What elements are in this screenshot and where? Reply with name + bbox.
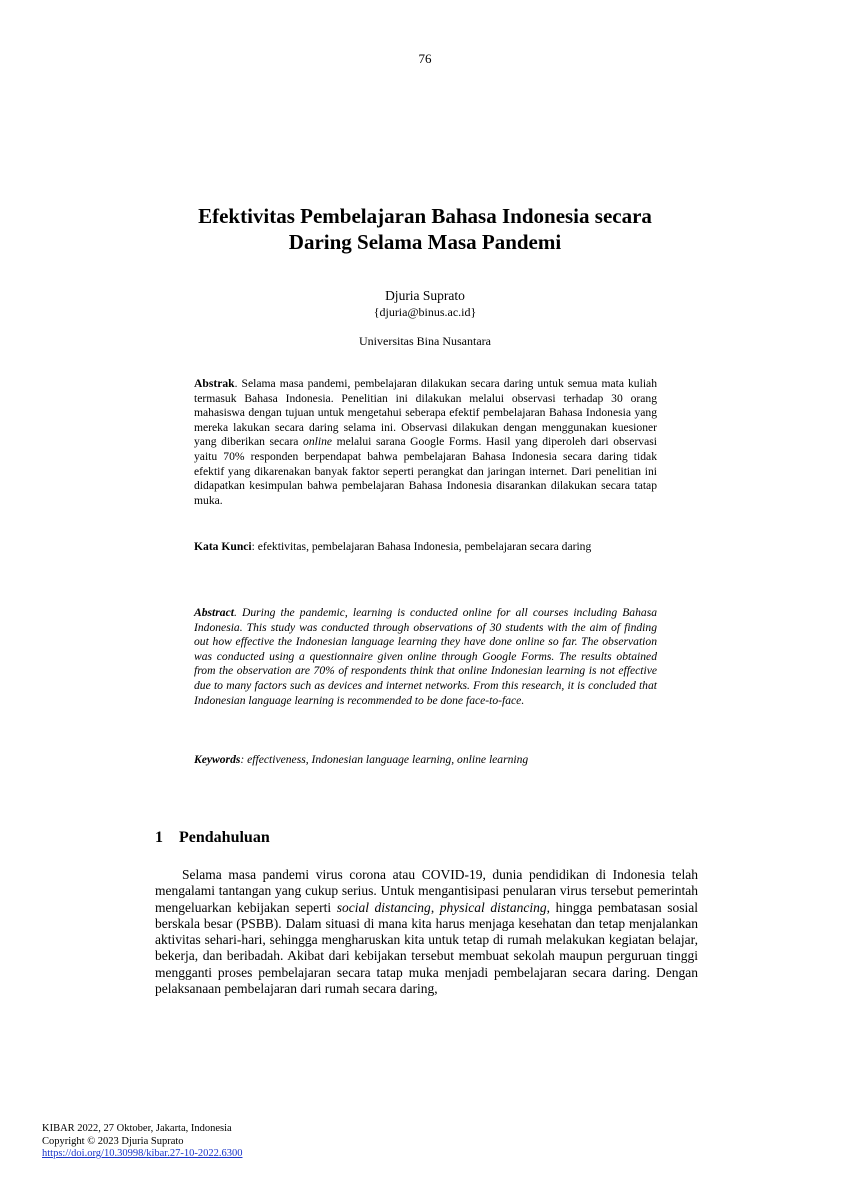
section-title: Pendahuluan [179,829,270,846]
keywords-en-label: Keywords [194,753,241,766]
author-email: {djuria@binus.ac.id} [373,305,477,319]
abstract-en-text: . During the pandemic, learning is conducted online for all courses including Bahasa Indonesia. This study was conducted through observations of 30 students with the aim of finding out how effective the Indonesian language learning they have done online so far. The observation was conducted using a questionnaire given online through Google Forms. The results obtained from the observation are 70% of respondents think that online Indonesian learning is not effective due to many factors such as devices and internet networks. From this research, it is concluded that Indonesian language learning is recommended to be done face-to-face. [194,606,657,707]
keywords-indonesian [194,540,657,555]
abstract-indonesian [194,377,657,508]
abstract-id-label: Abstrak [194,377,235,390]
paragraph-italic-2: physical distancing [439,899,547,915]
abstract-en-label: Abstract [194,606,234,619]
title-line-2: Daring Selama Masa Pandemi [288,230,562,254]
abstract-id-italic: online [303,435,333,449]
paragraph-separator: , [430,899,440,915]
page-number: 76 [418,51,432,66]
paper-title [100,203,750,255]
title-line-1: Efektivitas Pembelajaran Bahasa Indonesia secara [198,204,652,228]
keywords-english [194,753,657,768]
keywords-en-text: : effectiveness, Indonesian language learning, online learning [240,753,529,766]
section-paragraph [155,867,698,997]
paragraph-text-2: , hingga pembatasan sosial berskala besar (PSBB). Dalam situasi di mana kita harus menjaga kesehatan dan tetap menjalankan aktivitas sehari-hari, sehingga mengharuskan kita untuk tetap di rumah melakukan kegiatan belajar, bekerja, dan beribadah. Akibat dari kebijakan tersebut membuat sekolah maupun perguruan tinggi mengganti proses pembelajaran secara tatap muka menjadi pembelajaran secara daring. Dengan pelaksanaan pembelajaran dari rumah secara daring, [155,899,698,997]
doi-link[interactable]: https://doi.org/10.30998/kibar.27-10-2022.6300 [42,1148,243,1159]
abstract-id-text-1: . Selama masa pandemi, pembelajaran dilakukan secara daring untuk semua mata kuliah termasuk Bahasa Indonesia. Penelitian ini dilakukan melalui observasi terhadap 30 orang mahasiswa dengan tujuan untuk mengetahui seberapa efektif pembelajaran Bahasa Indonesia yang mereka lakukan secara daring selama ini. Observasi dilakukan dengan menggunakan kuesioner yang diberikan secara [194,377,657,449]
section-heading [155,829,270,847]
author-name: Djuria Suprato [385,288,465,303]
footer-conference: KIBAR 2022, 27 Oktober, Jakarta, Indonesia [42,1123,232,1134]
page-footer [42,1123,242,1161]
footer-copyright: Copyright © 2023 Djuria Suprato [42,1135,184,1147]
author-affiliation: Universitas Bina Nusantara [359,334,491,348]
paragraph-text-1: Selama masa pandemi virus corona atau COVID-19, dunia pendidikan di Indonesia telah mengalami tantangan yang cukup serius. Untuk mengantisipasi penularan virus tersebut pemerintah mengeluarkan kebijakan seperti [155,867,698,915]
section-number: 1 [155,829,163,846]
keywords-id-text: : efektivitas, pembelajaran Bahasa Indonesia, pembelajaran secara daring [251,540,592,553]
paragraph-italic-1: social distancing [336,899,431,915]
abstract-english [194,606,657,708]
abstract-id-text-2: melalui sarana Google Forms. Hasil yang diperoleh dari observasi yaitu 70% responden berpendapat bahwa pembelajaran Bahasa Indonesia secara daring tidak efektif yang dikarenakan banyak faktor seperti perangkat dan jaringan internet. Dari penelitian ini didapatkan kesimpulan bahwa pembelajaran Bahasa Indonesia disarankan dilakukan secara tatap muka. [194,435,657,507]
keywords-id-label: Kata Kunci [194,540,252,553]
